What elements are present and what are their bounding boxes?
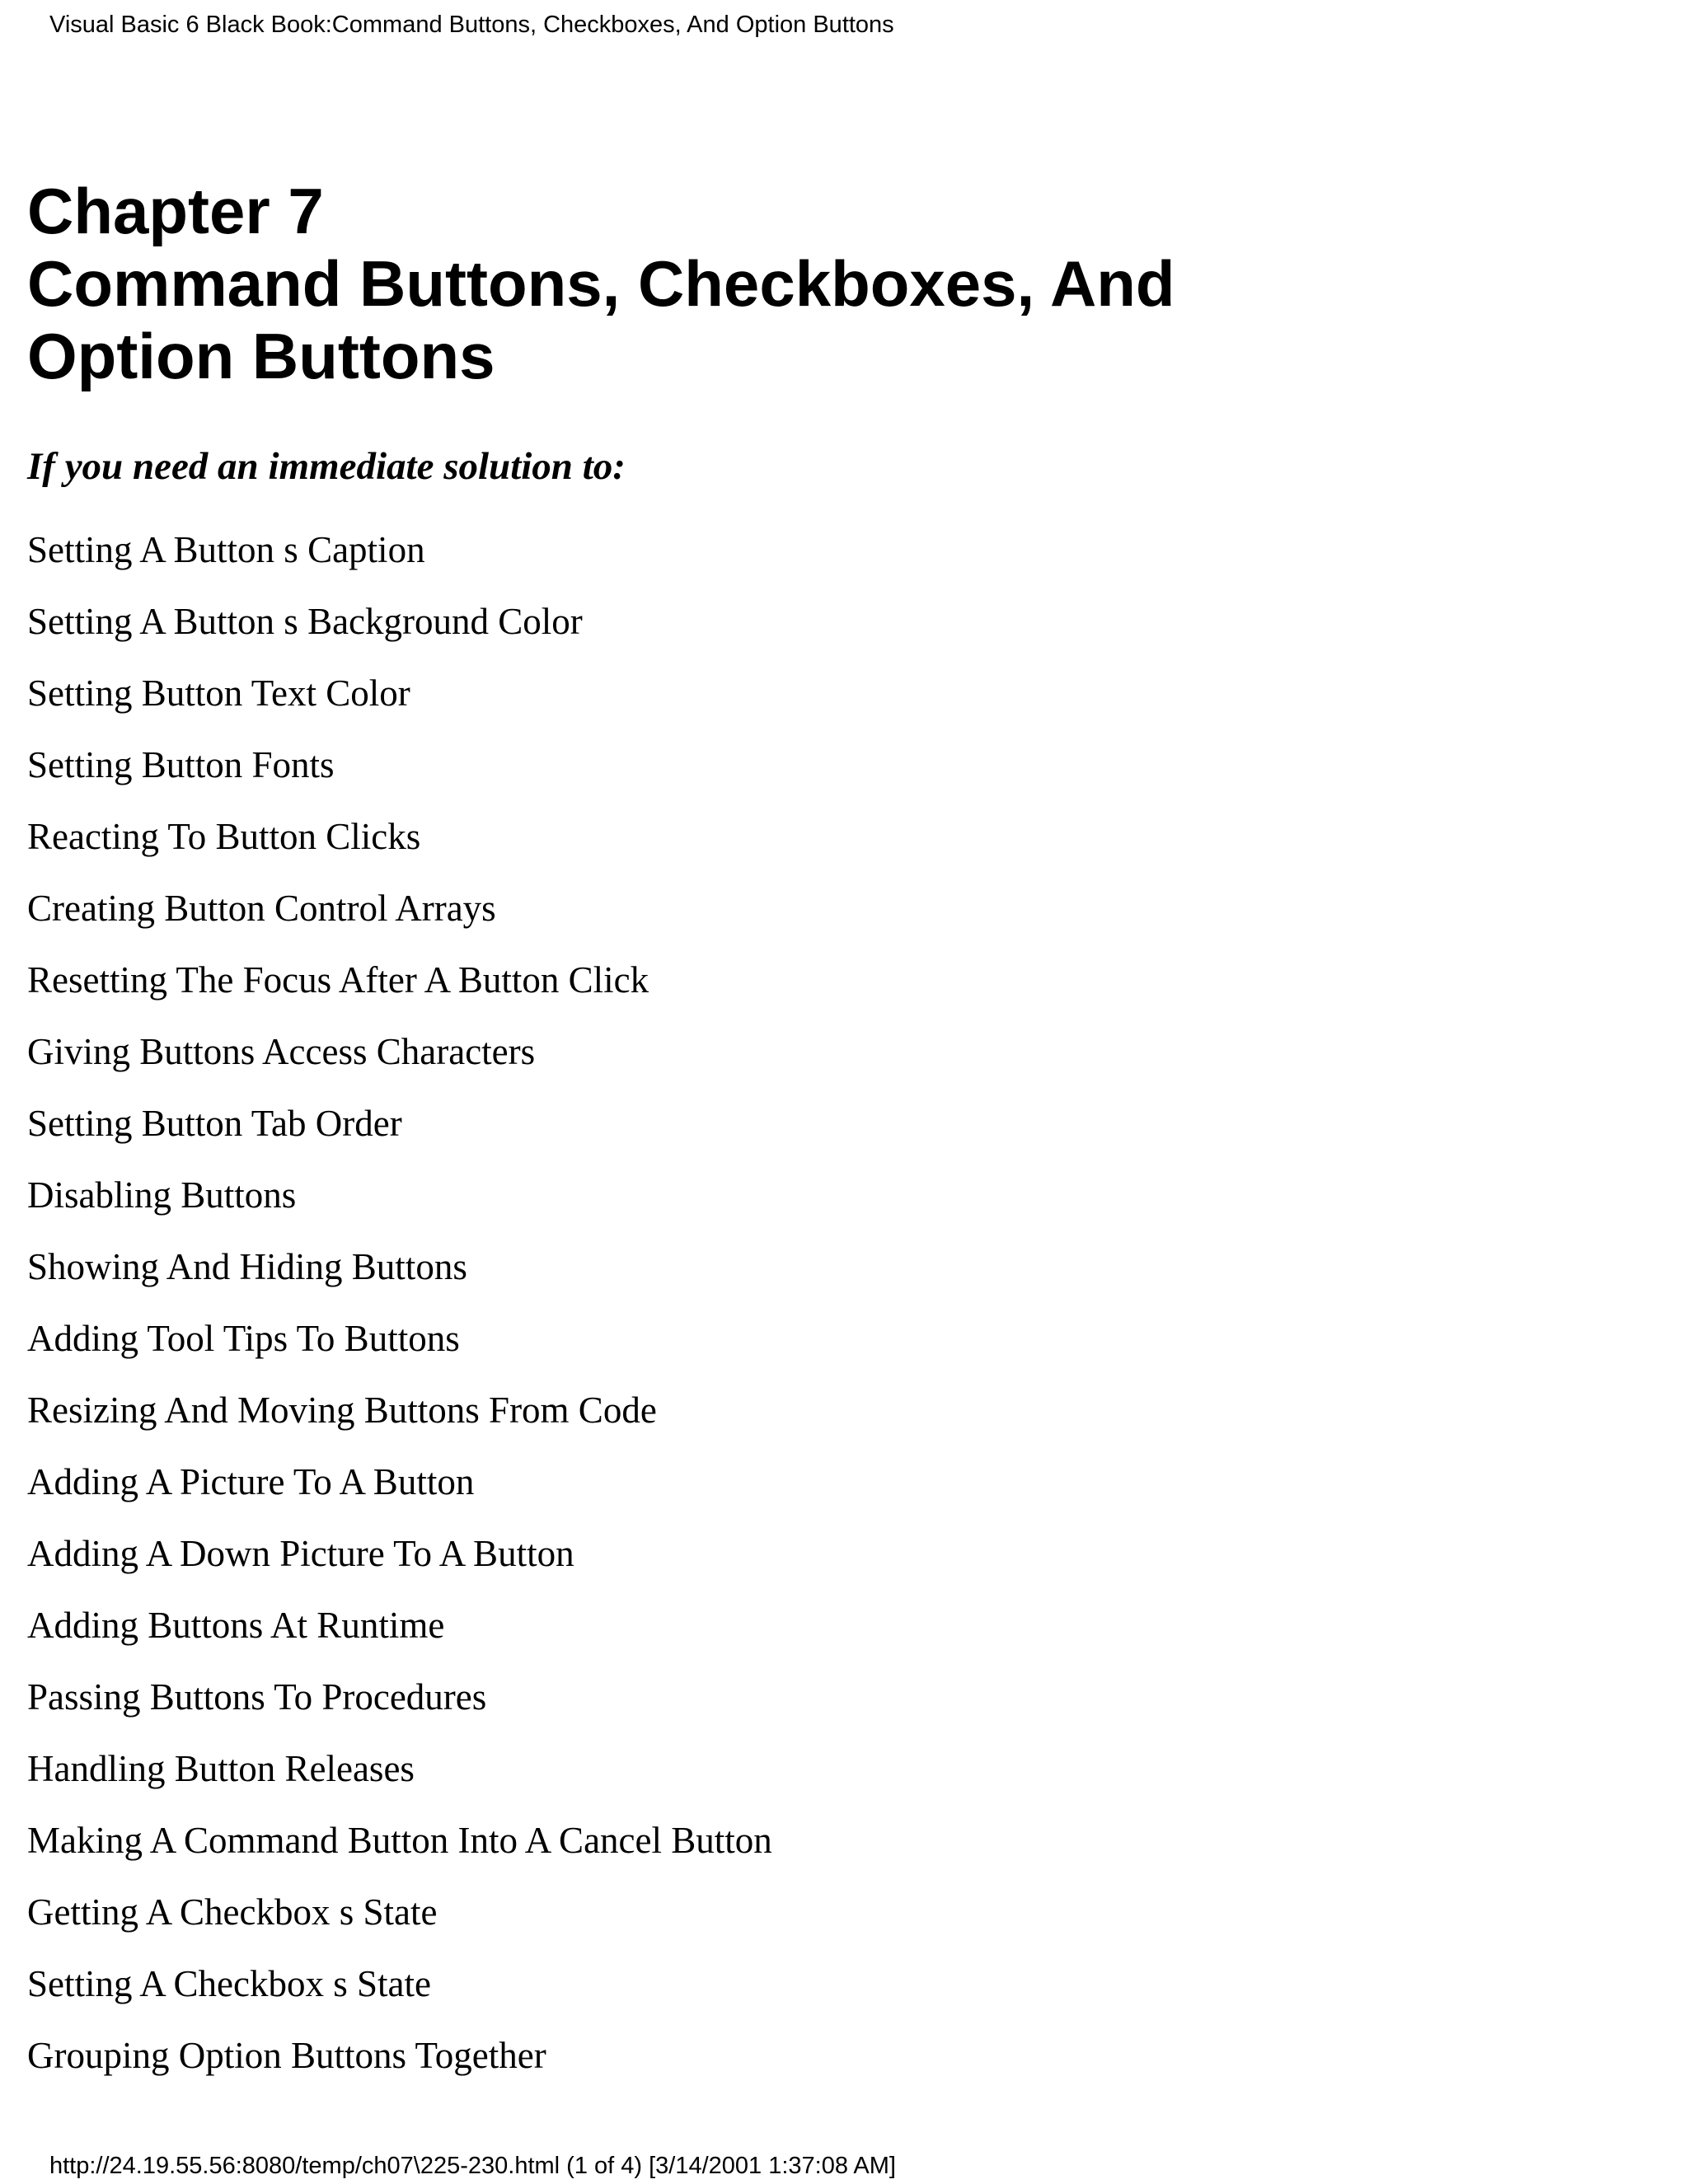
- solution-link[interactable]: Setting A Checkbox s State: [27, 1963, 431, 2004]
- solution-link[interactable]: Creating Button Control Arrays: [27, 888, 496, 929]
- chapter-title-line-1: Command Buttons, Checkboxes, And: [27, 247, 1175, 320]
- solution-link[interactable]: Showing And Hiding Buttons: [27, 1246, 467, 1287]
- chapter-heading: [27, 175, 1175, 392]
- chapter-title-line-2: Option Buttons: [27, 320, 495, 392]
- solution-link[interactable]: Adding A Down Picture To A Button: [27, 1533, 574, 1574]
- solution-link[interactable]: Getting A Checkbox s State: [27, 1891, 438, 1933]
- solutions-intro: If you need an immediate solution to:: [27, 445, 626, 488]
- solution-link[interactable]: Giving Buttons Access Characters: [27, 1031, 536, 1072]
- solution-link[interactable]: Resizing And Moving Buttons From Code: [27, 1390, 657, 1431]
- solution-link[interactable]: Reacting To Button Clicks: [27, 816, 421, 857]
- solution-link[interactable]: Setting A Button s Background Color: [27, 601, 583, 642]
- solution-link[interactable]: Adding Buttons At Runtime: [27, 1605, 445, 1646]
- solution-link[interactable]: Disabling Buttons: [27, 1174, 297, 1216]
- solutions-list: [27, 514, 772, 2092]
- solution-link[interactable]: Handling Button Releases: [27, 1748, 415, 1789]
- solution-link[interactable]: Passing Buttons To Procedures: [27, 1676, 487, 1718]
- solution-link[interactable]: Grouping Option Buttons Together: [27, 2035, 546, 2076]
- solution-link[interactable]: Making A Command Button Into A Cancel Button: [27, 1820, 772, 1861]
- solution-link[interactable]: Resetting The Focus After A Button Click: [27, 959, 649, 1001]
- solution-link[interactable]: Setting A Button s Caption: [27, 529, 425, 570]
- solution-link[interactable]: Adding Tool Tips To Buttons: [27, 1318, 460, 1359]
- chapter-number: Chapter 7: [27, 175, 324, 247]
- page-footer: http://24.19.55.56:8080/temp/ch07\225-230.html (1 of 4) [3/14/2001 1:37:08 AM]: [49, 2153, 896, 2179]
- solution-link[interactable]: Setting Button Fonts: [27, 744, 335, 785]
- solution-link[interactable]: Adding A Picture To A Button: [27, 1461, 475, 1502]
- page-header: Visual Basic 6 Black Book:Command Buttons, Checkboxes, And Option Buttons: [49, 12, 894, 38]
- solution-link[interactable]: Setting Button Tab Order: [27, 1103, 402, 1144]
- solution-link[interactable]: Setting Button Text Color: [27, 673, 410, 714]
